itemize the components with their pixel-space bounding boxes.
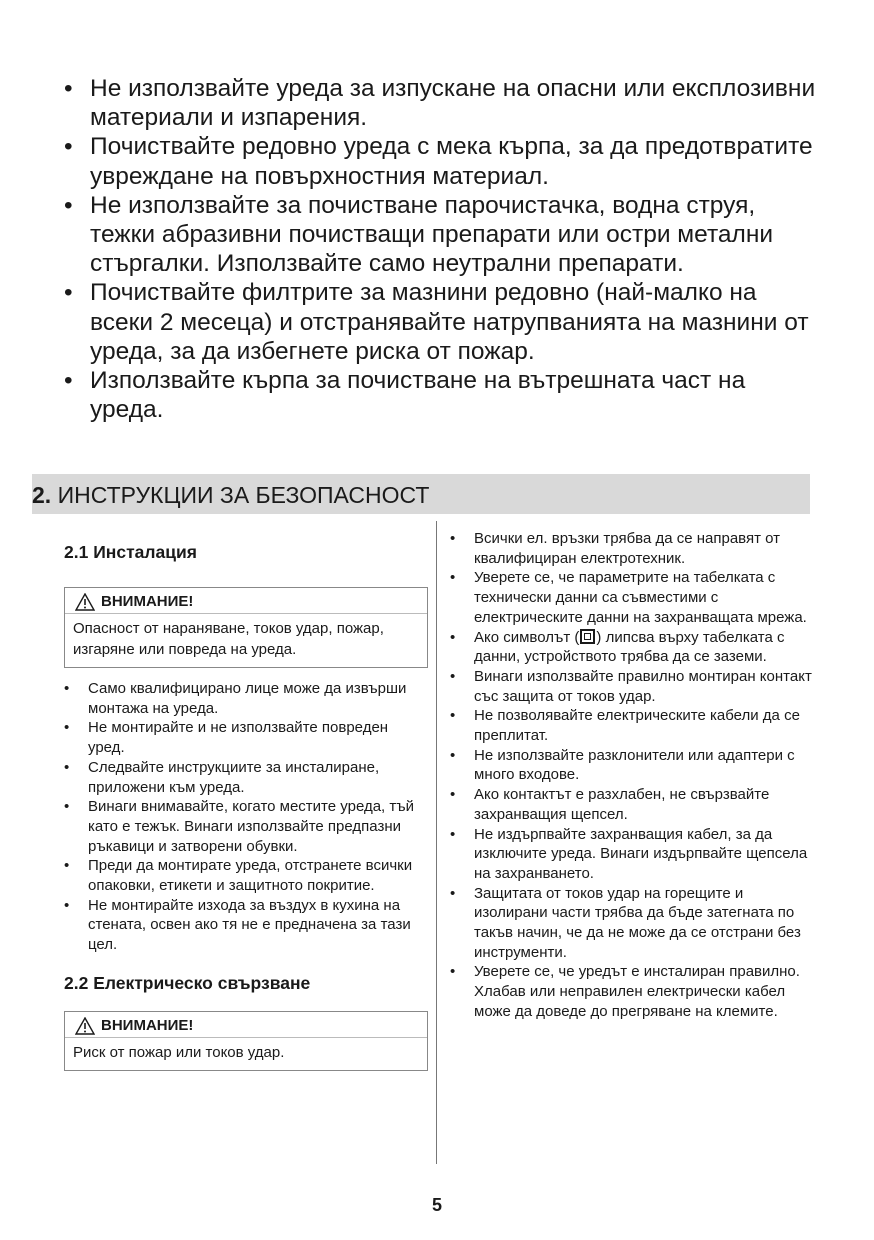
list-item: • Използвайте кърпа за почистване на вътрешната част на уреда. [62,366,822,424]
list-item: • Само квалифицирано лице може да извърши монтажа на уреда. [64,679,428,718]
section-title-text: ИНСТРУКЦИИ ЗА БЕЗОПАСНОСТ [57,482,430,508]
list-item-ground-symbol [450,628,820,667]
list-item: • Почиствайте филтрите за мазнини редовно (най-малко на всеки 2 месеца) и отстранявайте натрупванията на мазнини от уреда, за да избегнете риска от пожар. [62,278,822,366]
installation-heading: 2.1 Инсталация [64,542,197,562]
list-item: • Преди да монтирате уреда, отстранете всички опаковки, етикети и защитното покритие. [64,856,428,895]
page-number: 5 [431,1195,442,1215]
list-item: • Уверете се, че уредът е инсталиран правилно. Хлабав или неправилен електрически кабел може да доведе до прегряване на клемите. [450,962,820,1021]
electrical-bullet-list [450,529,820,1022]
electrical-warning-box [64,1011,428,1072]
list-item: • Всички ел. връзки трябва да се направят от квалифициран електротехник. [450,529,820,568]
list-item: • Винаги внимавайте, когато местите уреда, тъй като е тежък. Винаги използвайте предпазни ръкавици и затворени обувки. [64,797,428,856]
list-item: • Почиствайте редовно уреда с мека кърпа, за да предотвратите увреждане на повърхностния материал. [62,132,822,190]
list-item: • Уверете се, че параметрите на табелката с технически данни са съвместими с електрическите данни на захранващата мрежа. [450,568,820,627]
section-number: 2. [32,482,52,508]
column-divider [436,521,437,1164]
protective-insulation-icon [580,629,595,644]
installation-warning-box [64,587,428,668]
list-item: • Следвайте инструкциите за инсталиране, приложени към уреда. [64,758,428,797]
left-column [64,540,428,1071]
list-item: • Не издърпвайте захранващия кабел, за да изключите уреда. Винаги издърпвайте щепсела на захранването. [450,825,820,884]
warning-header [65,588,427,613]
top-bullet-list [62,74,822,424]
list-item: • Не монтирайте и не използвайте повреден уред. [64,718,428,757]
electrical-heading: 2.2 Електрическо свързване [64,972,311,993]
symbol-sentence-end: ) липсва върху табелката с данни, устройството трябва да се заземи. [474,628,785,666]
warning-label: ВНИМАНИЕ! [101,1016,194,1034]
symbol-sentence-start: Ако символът ( [474,628,580,646]
warning-text: Опасност от нараняване, токов удар, пожар, изгаряне или повреда на уреда. [73,620,384,658]
list-item: • Защитата от токов удар на горещите и изолирани части трябва да бъде затегната по такъв начин, че да не може да се отстрани без инструменти. [450,884,820,963]
list-item: • Винаги използвайте правилно монтиран контакт със защита от токов удар. [450,667,820,706]
warning-label: ВНИМАНИЕ! [101,593,194,610]
right-column [450,529,820,1022]
list-item: • Не използвайте разклонители или адаптери с много входове. [450,746,820,785]
warning-triangle-icon [75,1017,95,1035]
warning-text: Риск от пожар или токов удар. [73,1043,285,1061]
warning-triangle-icon [75,593,95,611]
list-item: • Не монтирайте изхода за въздух в кухина на стената, освен ако тя не е предначена за тази цел. [64,896,428,955]
warning-header [65,1012,427,1037]
list-item: • Не използвайте за почистване парочистачка, водна струя, тежки абразивни почистващи препарати или остри метални стъргалки. Използвайте само неутрални препарати. [62,191,822,279]
installation-bullet-list [64,679,428,955]
list-item: • Не използвайте уреда за изпускане на опасни или експлозивни материали и изпарения. [62,74,822,132]
section-title [32,481,429,509]
list-item: • Ако контактът е разхлабен, не свързвайте захранващия щепсел. [450,785,820,824]
list-item: • Не позволявайте електрическите кабели да се преплитат. [450,706,820,745]
